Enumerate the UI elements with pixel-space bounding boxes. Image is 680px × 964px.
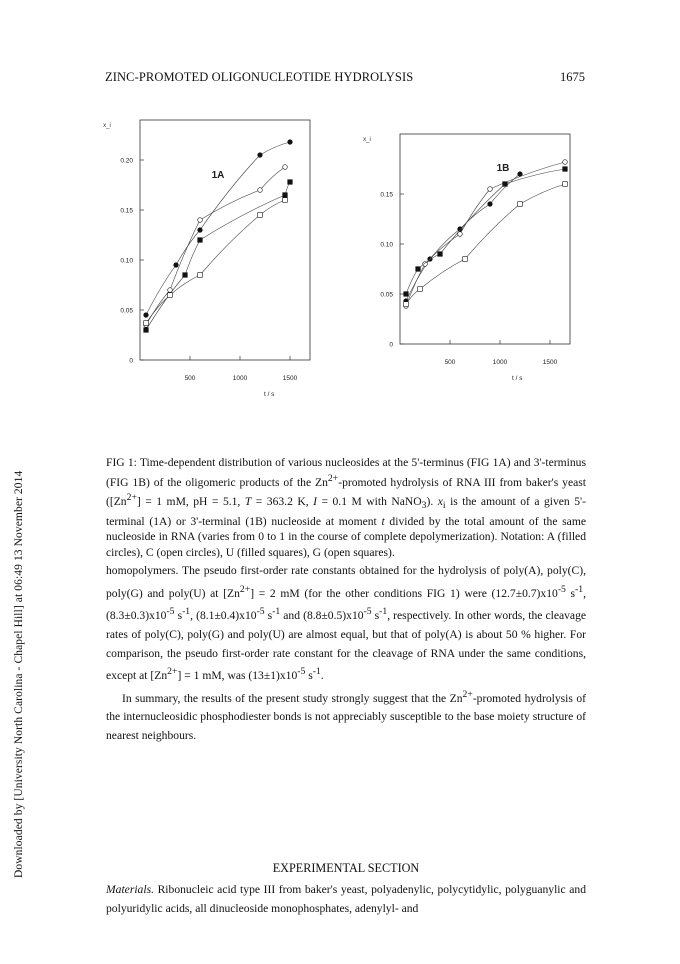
sup: 2+ (462, 688, 473, 700)
body-paragraph (106, 686, 586, 746)
sup: -1 (312, 666, 321, 678)
series-curve-C (146, 167, 285, 325)
data-point-C (198, 218, 203, 223)
panel-title: 1A (211, 170, 225, 181)
sup: -5 (557, 583, 566, 595)
data-point-G (283, 198, 288, 203)
data-point-A (518, 172, 523, 177)
y-tick-label: 0.15 (380, 191, 393, 199)
data-point-C (258, 188, 263, 193)
data-point-A (144, 313, 149, 318)
x-axis-label: t / s (263, 391, 275, 398)
data-point-C (563, 160, 568, 165)
sup: 2+ (167, 666, 178, 678)
caption-italic: t (381, 514, 385, 528)
sup: -1 (379, 606, 388, 618)
data-point-G (463, 257, 468, 262)
y-tick-label: 0.20 (120, 157, 133, 165)
text-run: . (320, 669, 324, 683)
text-run: , respectively. In other words, the cleavage rates of poly(C), poly(G) and poly(U) are almost equal, but that of poly(A) is about 50 % higher. For comparison, the pseudo first-order rate constant for the cleavage of RNA under the same conditions, except at [Zn (106, 609, 587, 683)
data-point-C (283, 165, 288, 170)
materials-paragraph (106, 881, 586, 918)
y-tick-label: 0.10 (380, 241, 393, 249)
chart-1b (363, 134, 570, 382)
data-point-U (404, 292, 409, 297)
chart-1a (103, 120, 310, 398)
caption-text: = 0.1 M with NaNO (317, 494, 422, 508)
data-point-G (198, 273, 203, 278)
text-run: s (565, 586, 576, 600)
data-point-G (563, 182, 568, 187)
y-axis-label: x_i (103, 123, 111, 129)
download-watermark-text: Downloaded by [University North Carolina - Chapel Hill] at 06:49 13 November 2014 (13, 470, 25, 878)
text-run: , (8.1±0.4)x10 (190, 609, 257, 623)
text-run: In summary, the results of the present study strongly suggest that the Zn (122, 691, 463, 705)
sup: -5 (256, 606, 265, 618)
x-tick-label: 1500 (282, 375, 298, 382)
caption-sup: 2+ (126, 492, 137, 504)
data-point-G (144, 321, 149, 326)
data-point-A (288, 140, 293, 145)
caption-text: ). (426, 494, 438, 508)
sup: -5 (297, 666, 306, 678)
data-point-U (503, 182, 508, 187)
text-run: , (8.3±0.3)x10 (106, 586, 586, 623)
panel-title: 1B (496, 163, 510, 174)
caption-text: FIG 1: Time-dependent distribution of various nucleosides at the 5'-terminus (FIG 1A) and 3'-terminus (FIG 1B) of the oligomeric products of the Zn (106, 456, 586, 489)
text-run: ] = 2 mM (for the other conditions FIG 1) were (12.7±0.7)x10 (250, 586, 558, 600)
sup: -1 (182, 606, 191, 618)
y-tick-label: 0.15 (120, 207, 133, 215)
text-run: s (264, 609, 273, 623)
caption-sub: 3 (421, 500, 427, 512)
download-watermark (0, 0, 24, 964)
x-tick-label: 1500 (542, 359, 558, 366)
sup: -1 (575, 583, 584, 595)
text-run: homopolymers. The pseudo first-order rate constants obtained for the hydrolysis of poly(A), poly(C), poly(G) and poly(U) at [Zn (106, 564, 586, 600)
y-tick-label: 0 (389, 341, 393, 349)
plot-frame (140, 120, 310, 360)
y-axis-label: x_i (363, 137, 371, 143)
data-point-U (438, 252, 443, 257)
text-run: -promoted hydrolysis of the internucleosidic phosphodiester bonds is not appreciably susceptible to the base moiety structure of nearest neighbours. (106, 691, 586, 743)
figure-caption (106, 455, 586, 561)
series-curve-G (146, 200, 285, 323)
caption-text: -promoted hydrolysis of RNA III from baker's yeast ([Zn (106, 475, 586, 508)
figure-1 (80, 112, 620, 412)
body-paragraph (106, 562, 586, 686)
caption-text: ] = 1 mM, pH = 5.1, (136, 494, 245, 508)
series-curve-G (406, 184, 565, 304)
caption-italic: I (313, 494, 317, 508)
sup: 2+ (239, 583, 251, 595)
data-point-U (198, 238, 203, 243)
series-curve-C (406, 162, 565, 306)
page-number: 1675 (560, 70, 585, 84)
running-header (105, 70, 585, 90)
section-heading: EXPERIMENTAL SECTION (272, 861, 420, 875)
data-point-U (416, 267, 421, 272)
series-curve-A (406, 174, 520, 301)
data-point-U (144, 328, 149, 333)
caption-text: = 363.2 K, (251, 494, 314, 508)
caption-text: divided by the total amount of the same nucleoside in RNA (varies from 0 to 1 in the course of complete depolymerization). Notation: A (filled circles), C (open circles), U (filled squares), G (open squares). (106, 514, 586, 559)
data-point-A (488, 202, 493, 207)
data-point-G (418, 287, 423, 292)
data-point-G (168, 293, 173, 298)
text-run: s (174, 609, 183, 623)
series-curve-U (146, 182, 290, 330)
x-tick-label: 500 (444, 359, 456, 366)
caption-sup: 2+ (327, 472, 339, 484)
x-axis-label: t / s (512, 375, 523, 382)
data-point-U (563, 167, 568, 172)
caption-sub: i (442, 500, 446, 512)
text-run: s (305, 669, 313, 683)
y-tick-label: 0.10 (120, 257, 133, 265)
x-tick-label: 1000 (492, 359, 508, 366)
data-point-G (404, 302, 409, 307)
x-tick-label: 500 (184, 375, 196, 382)
data-point-A (258, 153, 263, 158)
materials-text: Ribonucleic acid type III from baker's yeast, polyadenylic, polycytidylic, polyguanylic and polyuridylic acids, all dinucleoside monophosphates, adenylyl- and (106, 883, 586, 915)
data-point-U (283, 193, 288, 198)
caption-italic: T (244, 494, 252, 508)
y-tick-label: 0.05 (380, 291, 393, 299)
data-point-G (258, 213, 263, 218)
sup: -5 (363, 606, 372, 618)
running-title: ZINC-PROMOTED OLIGONUCLEOTIDE HYDROLYSIS (105, 70, 414, 84)
materials-label: Materials. (106, 883, 154, 896)
text-run: ] = 1 mM, was (13±1)x10 (177, 669, 298, 683)
caption-text: is the amount of a given 5'-terminal (1A) or 3'-terminal (1B) nucleoside at moment (106, 494, 586, 528)
data-point-U (288, 180, 293, 185)
x-tick-label: 1000 (232, 375, 248, 382)
data-point-A (198, 228, 203, 233)
data-point-G (518, 202, 523, 207)
data-point-C (488, 187, 493, 192)
body-text (106, 562, 586, 746)
y-tick-label: 0 (129, 357, 133, 365)
plot-frame (400, 134, 570, 344)
y-tick-label: 0.05 (120, 307, 133, 315)
caption-italic: x (437, 494, 443, 508)
sup: -5 (166, 606, 175, 618)
text-run: and (8.8±0.5)x10 (280, 609, 364, 623)
data-point-A (174, 263, 179, 268)
sup: -1 (272, 606, 281, 618)
series-curve-U (406, 169, 565, 294)
text-run: s (371, 609, 380, 623)
data-point-U (183, 273, 188, 278)
